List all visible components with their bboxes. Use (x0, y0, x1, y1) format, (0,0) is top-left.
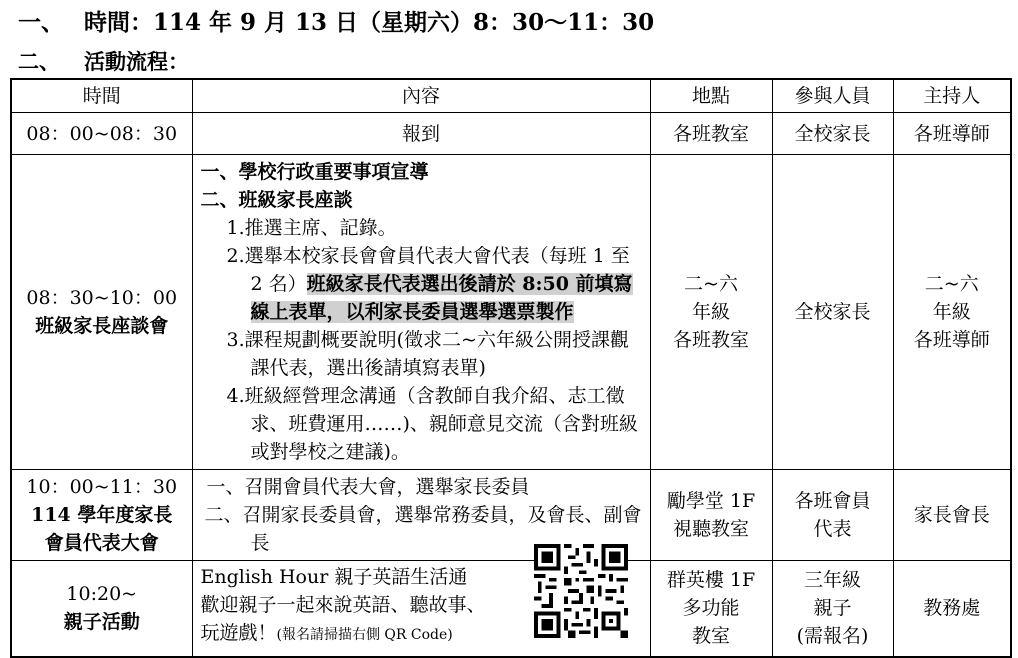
row4-line2: 歡迎親子一起來說英語、聽故事、 (200, 594, 486, 616)
row1-place: 各班教室 (650, 113, 772, 155)
row2-place-line1: 二~六 (684, 273, 738, 295)
table-row (11, 155, 1011, 470)
row3-place (650, 470, 772, 561)
row2-place (650, 155, 772, 470)
row3-people-line2: 代表 (813, 518, 852, 540)
qr-code-icon[interactable] (534, 544, 628, 638)
row4-time-cell (11, 561, 192, 657)
row2-place-line2: 年級 (691, 301, 730, 323)
heading-schedule-text: 活動流程： (84, 49, 189, 74)
row2-people: 全校家長 (772, 155, 893, 470)
row3-host: 家長會長 (893, 470, 1011, 561)
schedule-table (10, 78, 1012, 658)
row4-host: 教務處 (893, 561, 1011, 657)
row3-place-line1: 勵學堂 1F (666, 490, 756, 512)
row3-people-line1: 各班會員 (794, 490, 871, 512)
row4-people-line3: (需報名) (796, 625, 869, 648)
row3-title-line1: 114 學年度家長 (31, 504, 173, 526)
row2-sub2 (201, 242, 644, 326)
table-row (11, 113, 1011, 155)
row4-place-line3: 教室 (691, 625, 730, 648)
row2-time: 08：30~10：00 (26, 287, 178, 309)
row3-time-cell (11, 470, 192, 561)
row3-time: 10：00~11：30 (26, 476, 178, 498)
table-row (11, 561, 1011, 657)
row4-time: 10:20~ (66, 583, 138, 606)
row2-content (192, 155, 650, 470)
row3-item1: 一、召開會員代表大會，選舉家長委員 (206, 476, 530, 498)
row2-sub4: 4.班級經營理念溝通（含教師自我介紹、志工徵求、班費運用……)、親師意見交流（含對班級或對學校之建議)。 (226, 385, 638, 463)
row2-item1: 一、學校行政重要事項宣導 (200, 161, 429, 183)
header-host: 主持人 (893, 79, 1011, 113)
row4-place-line1: 群英樓 1F (666, 569, 756, 592)
row2-host (893, 155, 1011, 470)
row3-people (772, 470, 893, 561)
header-place: 地點 (650, 79, 772, 113)
row1-content: 報到 (192, 113, 650, 155)
row3-title-line2: 會員代表大會 (44, 532, 159, 554)
row4-people-line1: 三年級 (803, 569, 861, 592)
row4-place (650, 561, 772, 657)
row2-title: 班級家長座談會 (35, 315, 169, 337)
header-time: 時間 (11, 79, 192, 113)
row2-place-line3: 各班教室 (672, 329, 749, 351)
row1-people: 全校家長 (772, 113, 893, 155)
heading-time (18, 4, 654, 37)
header-content: 內容 (192, 79, 650, 113)
row3-place-line2: 視聽教室 (672, 518, 749, 540)
row2-sub2-text: 2.選舉本校家長會會員代表大會代表（每班 1 至 2 名） (226, 245, 630, 295)
row4-note: (報名請掃描右側 QR Code) (276, 627, 453, 643)
heading-schedule (18, 46, 189, 76)
row3-item2: 二、召開家長委員會，選舉常務委員，及會長、副會長 (204, 504, 642, 554)
row2-host-line2: 年級 (932, 301, 971, 323)
row4-line3: 玩遊戲！ (200, 622, 277, 644)
row2-sub3: 3.課程規劃概要說明(徵求二~六年級公開授課觀課代表，選出後請填寫表單) (226, 329, 629, 379)
row2-time-cell (11, 155, 192, 470)
row2-item2: 二、班級家長座談 (200, 189, 353, 211)
row4-place-line2: 多功能 (682, 597, 740, 620)
row2-host-line1: 二~六 (924, 273, 979, 295)
row1-host: 各班導師 (893, 113, 1011, 155)
row2-host-line3: 各班導師 (913, 329, 990, 351)
row4-people-line2: 親子 (813, 597, 852, 620)
row2-sub2-highlight: 班級家長代表選出後請於 8:50 前填寫線上表單，以利家長委員選舉選票製作 (250, 273, 633, 323)
row4-people (772, 561, 893, 657)
row2-sub1: 1.推選主席、記錄。 (226, 217, 397, 239)
table-row (11, 470, 1011, 561)
heading-time-number: 一、 (18, 9, 64, 36)
row4-title: 親子活動 (63, 611, 140, 634)
table-header-row (11, 79, 1011, 113)
row1-time: 08：00~08：30 (11, 113, 192, 155)
header-people: 參與人員 (772, 79, 893, 113)
heading-time-text: 時間：114 年 9 月 13 日（星期六）8：30～11：30 (84, 9, 655, 36)
row4-line1: English Hour 親子英語生活通 (200, 566, 468, 588)
heading-schedule-number: 二、 (18, 49, 60, 74)
